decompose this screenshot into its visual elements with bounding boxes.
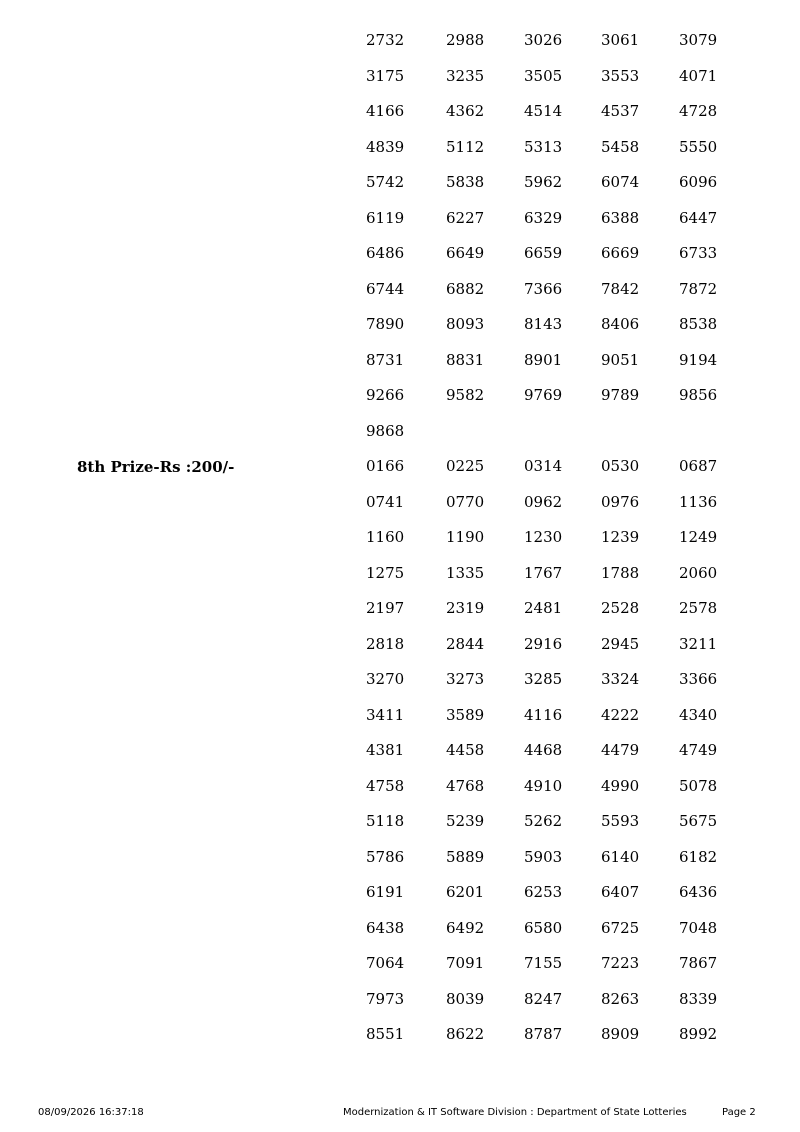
ticket-number: 3273	[446, 670, 485, 688]
ticket-number: 7867	[679, 954, 718, 972]
ticket-number: 2818	[366, 634, 405, 653]
ticket-number: 3175	[366, 66, 405, 85]
ticket-number: 8787	[524, 1025, 563, 1043]
ticket-number: 8831	[446, 350, 485, 369]
number-row	[366, 420, 766, 456]
ticket-number: 5313	[524, 137, 563, 156]
prize-label: 8th Prize-Rs :200/-	[77, 458, 235, 476]
number-row	[366, 1023, 766, 1059]
number-row	[366, 65, 766, 101]
ticket-number: 2916	[524, 634, 563, 653]
ticket-number: 8093	[446, 315, 485, 333]
ticket-number: 9868	[366, 421, 405, 440]
ticket-number: 6140	[601, 847, 640, 866]
ticket-number: 9789	[601, 386, 640, 404]
ticket-number: 5078	[679, 776, 718, 795]
ticket-number: 4222	[601, 705, 640, 724]
ticket-number: 4990	[601, 776, 640, 795]
ticket-number: 5593	[601, 812, 640, 830]
ticket-number: 9582	[446, 386, 485, 404]
ticket-number: 4166	[366, 102, 405, 120]
number-row	[366, 207, 766, 243]
ticket-number: 5786	[366, 847, 405, 866]
ticket-number: 0962	[524, 492, 563, 511]
ticket-number: 1190	[446, 528, 485, 546]
ticket-number: 9856	[679, 386, 718, 404]
footer-timestamp: 08/09/2026 16:37:18	[38, 1107, 144, 1118]
ticket-number: 6191	[366, 883, 405, 901]
ticket-number: 5742	[366, 173, 405, 191]
ticket-number: 6096	[679, 173, 718, 191]
ticket-number: 5239	[446, 812, 485, 830]
ticket-number: 6492	[446, 918, 485, 937]
ticket-number: 8538	[679, 315, 718, 333]
ticket-number: 3235	[446, 66, 485, 85]
number-row	[366, 384, 766, 420]
ticket-number: 4839	[366, 137, 405, 156]
ticket-number: 4362	[446, 102, 485, 120]
number-row	[366, 704, 766, 740]
ticket-number: 5112	[446, 137, 485, 156]
ticket-number: 4381	[366, 741, 405, 759]
ticket-number: 2060	[679, 563, 718, 582]
ticket-number: 6882	[446, 279, 485, 298]
ticket-number: 5550	[679, 137, 718, 156]
ticket-number: 7973	[366, 989, 405, 1008]
ticket-number: 4758	[366, 776, 405, 795]
ticket-number: 2319	[446, 599, 485, 617]
number-row	[366, 846, 766, 882]
ticket-number: 6649	[446, 244, 485, 262]
number-row	[366, 171, 766, 207]
ticket-number: 2732	[366, 31, 405, 49]
number-row	[366, 775, 766, 811]
footer-page-number: Page 2	[722, 1107, 756, 1118]
ticket-number: 6659	[524, 244, 563, 262]
ticket-number: 6388	[601, 208, 640, 227]
ticket-number: 9051	[601, 350, 640, 369]
ticket-number: 6580	[524, 918, 563, 937]
ticket-number: 3285	[524, 670, 563, 688]
number-row	[366, 491, 766, 527]
number-row	[366, 562, 766, 598]
ticket-number: 2197	[366, 599, 405, 617]
ticket-number: 4458	[446, 741, 485, 759]
ticket-number: 8901	[524, 350, 563, 369]
ticket-number: 7890	[366, 315, 405, 333]
ticket-number: 6201	[446, 883, 485, 901]
number-row	[366, 668, 766, 704]
ticket-number: 6438	[366, 918, 405, 937]
ticket-number: 6733	[679, 244, 718, 262]
number-row	[366, 597, 766, 633]
ticket-number: 4340	[679, 705, 718, 724]
ticket-number: 8909	[601, 1025, 640, 1043]
number-row	[366, 739, 766, 775]
ticket-number: 4468	[524, 741, 563, 759]
ticket-number: 0687	[679, 457, 718, 475]
ticket-number: 1275	[366, 563, 405, 582]
ticket-number: 1767	[524, 563, 563, 582]
ticket-number: 2988	[446, 31, 485, 49]
ticket-number: 3211	[679, 634, 718, 653]
number-row	[366, 349, 766, 385]
ticket-number: 8143	[524, 315, 563, 333]
ticket-number: 3061	[601, 31, 640, 49]
ticket-number: 8339	[679, 989, 718, 1008]
ticket-number: 3270	[366, 670, 405, 688]
ticket-number: 6407	[601, 883, 640, 901]
ticket-number: 0225	[446, 457, 485, 475]
ticket-number: 0741	[366, 492, 405, 511]
ticket-number: 9266	[366, 386, 405, 404]
ticket-number: 6725	[601, 918, 640, 937]
ticket-number: 7842	[601, 279, 640, 298]
number-row	[366, 455, 766, 491]
ticket-number: 5962	[524, 173, 563, 191]
footer-division: Modernization & IT Software Division : Department of State Lotteries	[343, 1107, 687, 1118]
ticket-number-grid	[366, 29, 766, 1059]
number-row	[366, 881, 766, 917]
ticket-number: 2945	[601, 634, 640, 653]
number-row	[366, 952, 766, 988]
ticket-number: 7048	[679, 918, 718, 937]
ticket-number: 6074	[601, 173, 640, 191]
ticket-number: 2578	[679, 599, 718, 617]
ticket-number: 6182	[679, 847, 718, 866]
ticket-number: 6669	[601, 244, 640, 262]
ticket-number: 6227	[446, 208, 485, 227]
ticket-number: 8622	[446, 1025, 485, 1043]
ticket-number: 2528	[601, 599, 640, 617]
ticket-number: 4537	[601, 102, 640, 120]
ticket-number: 3505	[524, 66, 563, 85]
ticket-number: 5262	[524, 812, 563, 830]
ticket-number: 5903	[524, 847, 563, 866]
ticket-number: 1335	[446, 563, 485, 582]
number-row	[366, 633, 766, 669]
ticket-number: 1788	[601, 563, 640, 582]
ticket-number: 8406	[601, 315, 640, 333]
ticket-number: 3589	[446, 705, 485, 724]
ticket-number: 7064	[366, 954, 405, 972]
ticket-number: 4479	[601, 741, 640, 759]
ticket-number: 3079	[679, 31, 718, 49]
number-row	[366, 100, 766, 136]
ticket-number: 5458	[601, 137, 640, 156]
ticket-number: 8551	[366, 1025, 405, 1043]
ticket-number: 1230	[524, 528, 563, 546]
ticket-number: 0976	[601, 492, 640, 511]
ticket-number: 7223	[601, 954, 640, 972]
ticket-number: 0166	[366, 457, 405, 475]
ticket-number: 4768	[446, 776, 485, 795]
ticket-number: 3411	[366, 705, 405, 724]
number-row	[366, 136, 766, 172]
ticket-number: 8263	[601, 989, 640, 1008]
ticket-number: 6436	[679, 883, 718, 901]
ticket-number: 9194	[679, 350, 718, 369]
ticket-number: 4728	[679, 102, 718, 120]
ticket-number: 3324	[601, 670, 640, 688]
number-row	[366, 313, 766, 349]
ticket-number: 6447	[679, 208, 718, 227]
ticket-number: 4910	[524, 776, 563, 795]
ticket-number: 4116	[524, 705, 563, 724]
ticket-number: 0530	[601, 457, 640, 475]
ticket-number: 1136	[679, 492, 718, 511]
ticket-number: 5889	[446, 847, 485, 866]
number-row	[366, 917, 766, 953]
ticket-number: 8247	[524, 989, 563, 1008]
ticket-number: 5838	[446, 173, 485, 191]
ticket-number: 5675	[679, 812, 718, 830]
ticket-number: 8039	[446, 989, 485, 1008]
ticket-number: 8992	[679, 1025, 718, 1043]
ticket-number: 6329	[524, 208, 563, 227]
ticket-number: 5118	[366, 812, 405, 830]
ticket-number: 3553	[601, 66, 640, 85]
ticket-number: 4071	[679, 66, 718, 85]
ticket-number: 1160	[366, 528, 405, 546]
ticket-number: 6253	[524, 883, 563, 901]
ticket-number: 7872	[679, 279, 718, 298]
ticket-number: 3366	[679, 670, 718, 688]
ticket-number: 0770	[446, 492, 485, 511]
ticket-number: 1249	[679, 528, 718, 546]
ticket-number: 3026	[524, 31, 563, 49]
ticket-number: 7366	[524, 279, 563, 298]
ticket-number: 4514	[524, 102, 563, 120]
ticket-number: 0314	[524, 457, 563, 475]
ticket-number: 2844	[446, 634, 485, 653]
ticket-number: 1239	[601, 528, 640, 546]
number-row	[366, 526, 766, 562]
number-row	[366, 29, 766, 65]
number-row	[366, 810, 766, 846]
ticket-number: 9769	[524, 386, 563, 404]
ticket-number: 8731	[366, 350, 405, 369]
number-row	[366, 278, 766, 314]
ticket-number: 6486	[366, 244, 405, 262]
number-row	[366, 242, 766, 278]
ticket-number: 6119	[366, 208, 405, 227]
ticket-number: 4749	[679, 741, 718, 759]
ticket-number: 7155	[524, 954, 563, 972]
ticket-number: 6744	[366, 279, 405, 298]
number-row	[366, 988, 766, 1024]
ticket-number: 7091	[446, 954, 485, 972]
ticket-number: 2481	[524, 599, 563, 617]
